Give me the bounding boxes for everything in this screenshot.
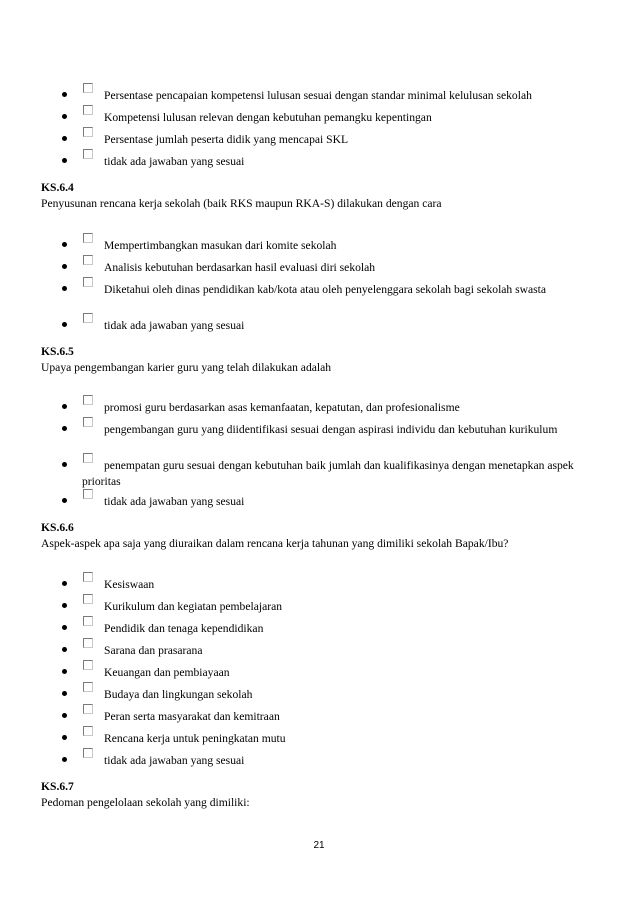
- checkbox-icon[interactable]: [83, 313, 93, 323]
- bullet-icon: [62, 625, 67, 630]
- question-text: Aspek-aspek apa saja yang diuraikan dalam rencana kerja tahunan yang dimiliki sekolah Bapak/Ibu?: [41, 537, 509, 550]
- bullet-icon: [62, 322, 67, 327]
- option-label: Rencana kerja untuk peningkatan mutu: [104, 732, 286, 745]
- option-label: Budaya dan lingkungan sekolah: [104, 688, 253, 701]
- checkbox-icon[interactable]: [83, 395, 93, 405]
- option-item: [62, 638, 582, 657]
- option-item: [62, 704, 582, 723]
- bullet-icon: [62, 757, 67, 762]
- bullet-icon: [62, 158, 67, 163]
- option-label: Diketahui oleh dinas pendidikan kab/kota atau oleh penyelenggara sekolah bagi sekolah swasta: [104, 283, 547, 296]
- bullet-icon: [62, 92, 67, 97]
- checkbox-icon[interactable]: [83, 572, 93, 582]
- checkbox-icon[interactable]: [83, 83, 93, 93]
- question-text: Pedoman pengelolaan sekolah yang dimiliki:: [41, 796, 250, 809]
- option-label: Kurikulum dan kegiatan pembelajaran: [104, 600, 283, 613]
- checkbox-icon[interactable]: [83, 149, 93, 159]
- option-label: Persentase pencapaian kompetensi lulusan sesuai dengan standar minimal kelulusan sekolah: [104, 89, 532, 102]
- bullet-icon: [62, 426, 67, 431]
- option-item: [62, 83, 582, 102]
- bullet-icon: [62, 264, 67, 269]
- option-item: [62, 417, 582, 449]
- bullet-icon: [62, 498, 67, 503]
- option-item: [62, 726, 582, 745]
- bullet-icon: [62, 669, 67, 674]
- option-label: Sarana dan prasarana: [104, 644, 203, 657]
- checkbox-icon[interactable]: [83, 660, 93, 670]
- option-label: Peran serta masyarakat dan kemitraan: [104, 710, 280, 723]
- bullet-icon: [62, 136, 67, 141]
- checkbox-icon[interactable]: [83, 704, 93, 714]
- checkbox-icon[interactable]: [83, 682, 93, 692]
- option-item: [62, 748, 582, 767]
- option-item: [62, 616, 582, 635]
- question-text: Penyusunan rencana kerja sekolah (baik RKS maupun RKA-S) dilakukan dengan cara: [41, 197, 442, 210]
- bullet-icon: [62, 286, 67, 291]
- question-id: KS.6.5: [41, 345, 74, 358]
- option-label: tidak ada jawaban yang sesuai: [104, 754, 245, 767]
- option-item: [62, 489, 582, 508]
- option-item: [62, 255, 582, 274]
- bullet-icon: [62, 404, 67, 409]
- question-id: KS.6.7: [41, 780, 74, 793]
- option-label: tidak ada jawaban yang sesuai: [104, 319, 245, 332]
- option-label: Kesiswaan: [104, 578, 155, 591]
- bullet-icon: [62, 581, 67, 586]
- checkbox-icon[interactable]: [83, 105, 93, 115]
- option-item: [62, 453, 582, 488]
- checkbox-icon[interactable]: [83, 638, 93, 648]
- option-label: Mempertimbangkan masukan dari komite sekolah: [104, 239, 337, 252]
- bullet-icon: [62, 647, 67, 652]
- bullet-icon: [62, 462, 67, 467]
- question-id: KS.6.4: [41, 181, 74, 194]
- option-label: promosi guru berdasarkan asas kemanfaatan, kepatutan, dan profesionalisme: [104, 401, 460, 414]
- option-item: [62, 660, 582, 679]
- question-id: KS.6.6: [41, 521, 74, 534]
- checkbox-icon[interactable]: [83, 748, 93, 758]
- option-item: [62, 594, 582, 613]
- option-item: [62, 233, 582, 252]
- option-item: [62, 149, 582, 168]
- option-label: penempatan guru sesuai dengan kebutuhan baik jumlah dan kualifikasinya dengan menetapkan aspek prioritas: [82, 459, 574, 488]
- checkbox-icon[interactable]: [83, 616, 93, 626]
- option-label: Keuangan dan pembiayaan: [104, 666, 230, 679]
- option-label: tidak ada jawaban yang sesuai: [104, 155, 245, 168]
- bullet-icon: [62, 114, 67, 119]
- bullet-icon: [62, 242, 67, 247]
- option-item: [62, 313, 582, 332]
- question-text: Upaya pengembangan karier guru yang telah dilakukan adalah: [41, 361, 332, 374]
- option-item: [62, 572, 582, 591]
- checkbox-icon[interactable]: [83, 726, 93, 736]
- checkbox-icon[interactable]: [83, 127, 93, 137]
- checkbox-icon[interactable]: [83, 489, 93, 499]
- page-number: 21: [313, 840, 325, 851]
- option-label: tidak ada jawaban yang sesuai: [104, 495, 245, 508]
- option-item: [62, 127, 582, 146]
- option-item: [62, 682, 582, 701]
- option-label: Persentase jumlah peserta didik yang mencapai SKL: [104, 133, 349, 146]
- option-label: Pendidik dan tenaga kependidikan: [104, 622, 264, 635]
- option-item: [62, 105, 582, 124]
- checkbox-icon[interactable]: [83, 255, 93, 265]
- bullet-icon: [62, 735, 67, 740]
- option-label: pengembangan guru yang diidentifikasi sesuai dengan aspirasi individu dan kebutuhan kurikulum: [104, 423, 558, 436]
- bullet-icon: [62, 691, 67, 696]
- checkbox-icon[interactable]: [83, 233, 93, 243]
- bullet-icon: [62, 713, 67, 718]
- option-label: Analisis kebutuhan berdasarkan hasil evaluasi diri sekolah: [104, 261, 376, 274]
- option-label: Kompetensi lulusan relevan dengan kebutuhan pemangku kepentingan: [104, 111, 432, 124]
- option-item: [62, 395, 582, 414]
- checkbox-icon[interactable]: [83, 594, 93, 604]
- option-item: [62, 277, 582, 309]
- bullet-icon: [62, 603, 67, 608]
